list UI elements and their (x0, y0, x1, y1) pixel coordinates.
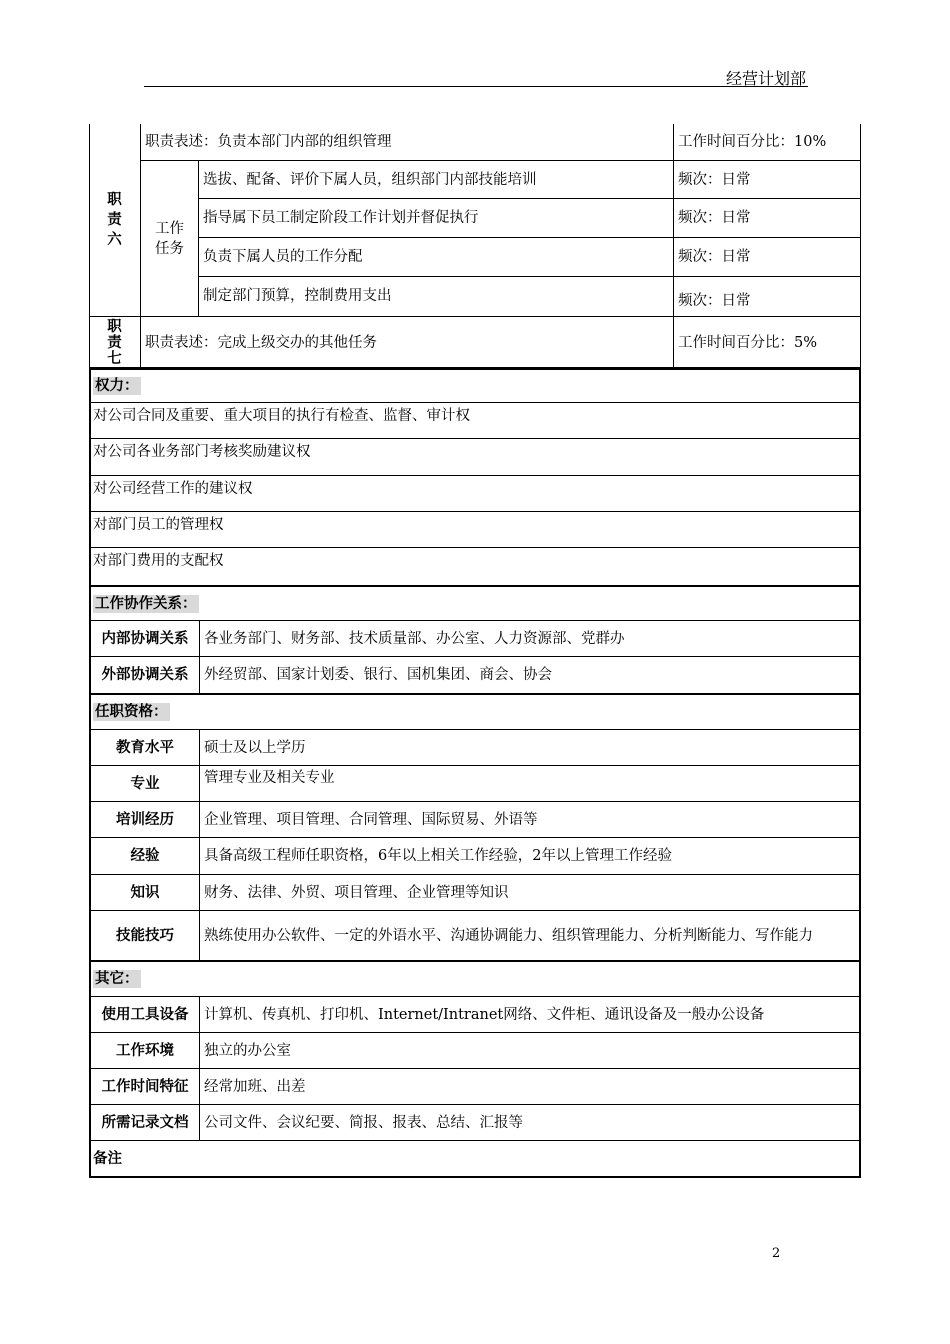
cooperation-title: 工作协作关系： (95, 595, 197, 612)
external-coordination-label: 外部协调关系 (91, 657, 200, 693)
duty6-description: 职责表述：负责本部门内部的组织管理 (141, 124, 674, 161)
duty6-label-char: 职 (107, 192, 122, 208)
authority-item: 对部门费用的支配权 (93, 553, 224, 569)
qualification-value: 企业管理、项目管理、合同管理、国际贸易、外语等 (200, 802, 859, 838)
header-department: 经营计划部 (725, 69, 806, 88)
task-row-text: 指导属下员工制定阶段工作计划并督促执行 (199, 199, 674, 238)
duty6-label-char: 六 (107, 232, 122, 248)
authority-item: 对公司各业务部门考核奖励建议权 (91, 439, 859, 476)
task-row-text: 制定部门预算，控制费用支出 (199, 277, 674, 316)
cooperation-title-row (91, 585, 859, 621)
task-row-freq: 频次：日常 (674, 161, 861, 199)
qualification-label: 专业 (91, 766, 200, 802)
qualification-value: 具备高级工程师任职资格，6年以上相关工作经验，2年以上管理工作经验 (200, 838, 859, 875)
authority-title-row (91, 368, 859, 403)
duty7-label-char: 职 (107, 318, 122, 335)
other-title: 其它： (95, 971, 139, 987)
qualification-section (89, 693, 861, 960)
qualification-value: 财务、法律、外贸、项目管理、企业管理等知识 (200, 875, 859, 911)
remarks-label: 备注 (93, 1150, 122, 1167)
duty7-time-percent: 工作时间百分比：5% (674, 316, 861, 368)
external-coordination-value: 外经贸部、国家计划委、银行、国机集团、商会、协会 (204, 667, 552, 683)
authority-section (89, 368, 861, 585)
task-row-text: 负责下属人员的工作分配 (199, 238, 674, 277)
duty7-label-char: 七 (107, 350, 122, 367)
task-row-freq: 频次：日常 (674, 199, 861, 238)
other-section (89, 960, 861, 1178)
other-label: 使用工具设备 (91, 997, 200, 1033)
task-row-freq: 频次：日常 (674, 238, 861, 277)
qualification-value: 管理专业及相关专业 (200, 766, 859, 802)
page-number: 2 (772, 1246, 781, 1261)
task-label-line: 工作 (155, 220, 184, 237)
duty7-description: 职责表述：完成上级交办的其他任务 (141, 316, 674, 368)
other-title-row (91, 960, 859, 997)
duty6-time-percent: 工作时间百分比：10% (674, 124, 861, 161)
authority-item: 对公司经营工作的建议权 (91, 476, 859, 512)
other-label: 工作时间特征 (91, 1069, 200, 1105)
qualification-value: 硕士及以上学历 (200, 730, 859, 766)
qualification-value: 熟练使用办公软件、一定的外语水平、沟通协调能力、组织管理能力、分析判断能力、写作能力 (204, 927, 813, 944)
other-label: 所需记录文档 (91, 1105, 200, 1141)
other-value: 计算机、传真机、打印机、Internet/Intranet网络、文件柜、通讯设备及一般办公设备 (200, 997, 859, 1033)
qualification-label: 培训经历 (91, 802, 200, 838)
task-label-line: 任务 (155, 240, 184, 257)
qualification-label: 知识 (91, 875, 200, 911)
qualification-label: 技能技巧 (91, 911, 200, 960)
header-rule (144, 86, 808, 87)
internal-coordination-label: 内部协调关系 (91, 621, 200, 657)
qualification-label: 教育水平 (91, 730, 200, 766)
other-value: 经常加班、出差 (200, 1069, 859, 1105)
qualification-title-row (91, 693, 859, 730)
internal-coordination-value: 各业务部门、财务部、技术质量部、办公室、人力资源部、党群办 (200, 621, 859, 657)
task-row-freq: 频次：日常 (678, 293, 751, 309)
other-value: 公司文件、会议纪要、简报、报表、总结、汇报等 (200, 1105, 859, 1141)
qualification-label: 经验 (91, 838, 200, 875)
other-value: 独立的办公室 (200, 1033, 859, 1069)
task-label (141, 161, 199, 316)
other-label: 工作环境 (91, 1033, 200, 1069)
duty-block (89, 124, 861, 368)
duty7-label-char: 责 (107, 334, 122, 351)
duty7-label (89, 316, 141, 368)
authority-item: 对公司合同及重要、重大项目的执行有检查、监督、审计权 (91, 403, 859, 439)
authority-item: 对部门员工的管理权 (91, 512, 859, 548)
task-row-text: 选拔、配备、评价下属人员，组织部门内部技能培训 (199, 161, 674, 199)
duty6-label (89, 124, 141, 316)
cooperation-section (89, 585, 861, 693)
authority-title: 权力： (95, 378, 139, 394)
duty6-label-char: 责 (107, 212, 122, 228)
qualification-title: 任职资格： (95, 704, 168, 720)
